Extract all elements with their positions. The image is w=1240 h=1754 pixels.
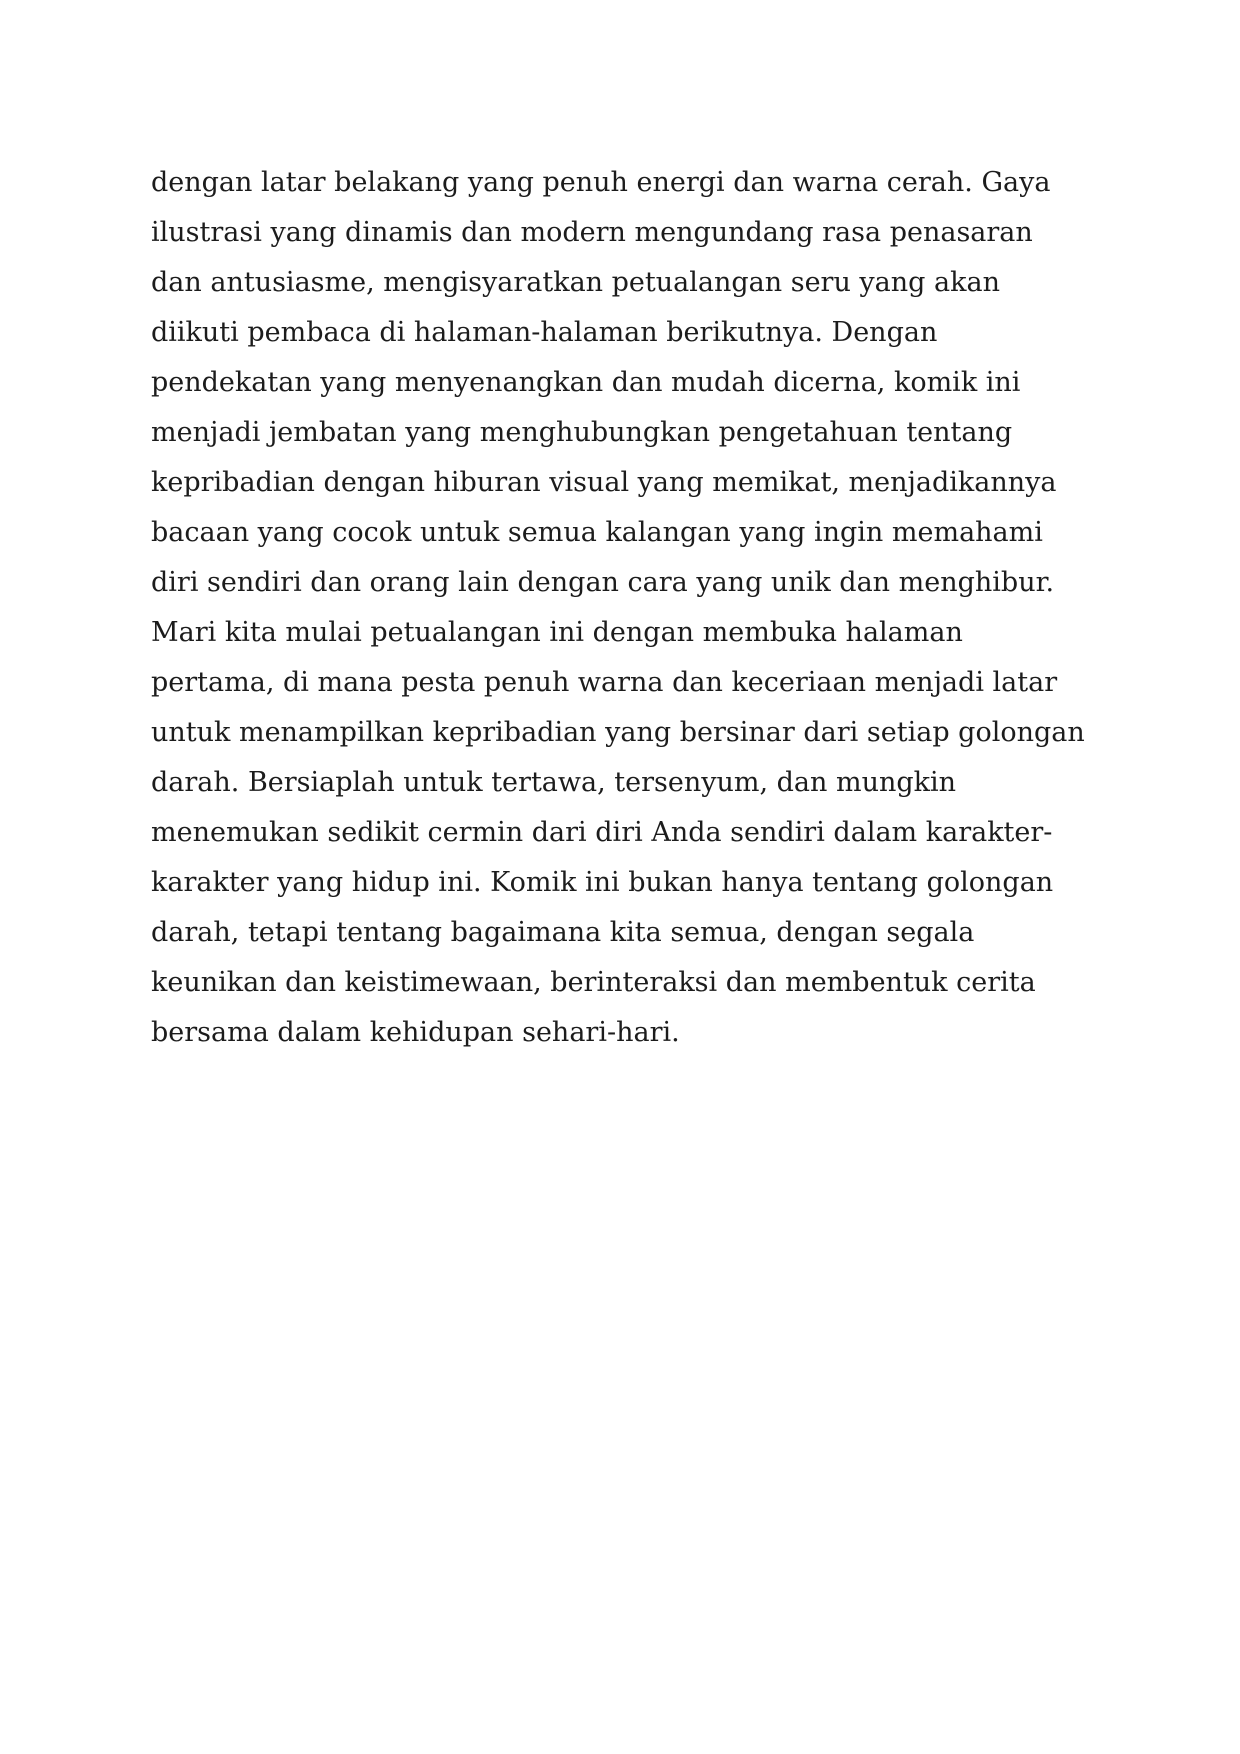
text-line: pendekatan yang menyenangkan dan mudah dicerna, komik ini [151,367,1021,398]
text-line: pertama, di mana pesta penuh warna dan keceriaan menjadi latar [151,667,1058,698]
text-line: menjadi jembatan yang menghubungkan pengetahuan tentang [151,417,1013,448]
text-line: Mari kita mulai petualangan ini dengan membuka halaman [151,617,963,648]
body-paragraph [151,158,1101,1058]
text-line: keunikan dan keistimewaan, berinteraksi dan membentuk cerita [151,967,1036,998]
text-line: dengan latar belakang yang penuh energi dan warna cerah. Gaya [151,167,1051,198]
text-line: karakter yang hidup ini. Komik ini bukan hanya tentang golongan [151,867,1054,898]
text-line: diikuti pembaca di halaman-halaman berikutnya. Dengan [151,317,938,348]
text-line: ilustrasi yang dinamis dan modern mengundang rasa penasaran [151,217,1033,248]
text-line: dan antusiasme, mengisyaratkan petualangan seru yang akan [151,267,1000,298]
text-line: menemukan sedikit cermin dari diri Anda sendiri dalam karakter- [151,817,1053,848]
text-line: darah, tetapi tentang bagaimana kita semua, dengan segala [151,917,975,948]
text-line: bacaan yang cocok untuk semua kalangan yang ingin memahami [151,517,1043,548]
text-line: bersama dalam kehidupan sehari-hari. [151,1017,680,1048]
text-line: darah. Bersiaplah untuk tertawa, tersenyum, dan mungkin [151,767,957,798]
text-line: kepribadian dengan hiburan visual yang memikat, menjadikannya [151,467,1057,498]
text-line: untuk menampilkan kepribadian yang bersinar dari setiap golongan [151,717,1085,748]
text-line: diri sendiri dan orang lain dengan cara yang unik dan menghibur. [151,567,1055,598]
